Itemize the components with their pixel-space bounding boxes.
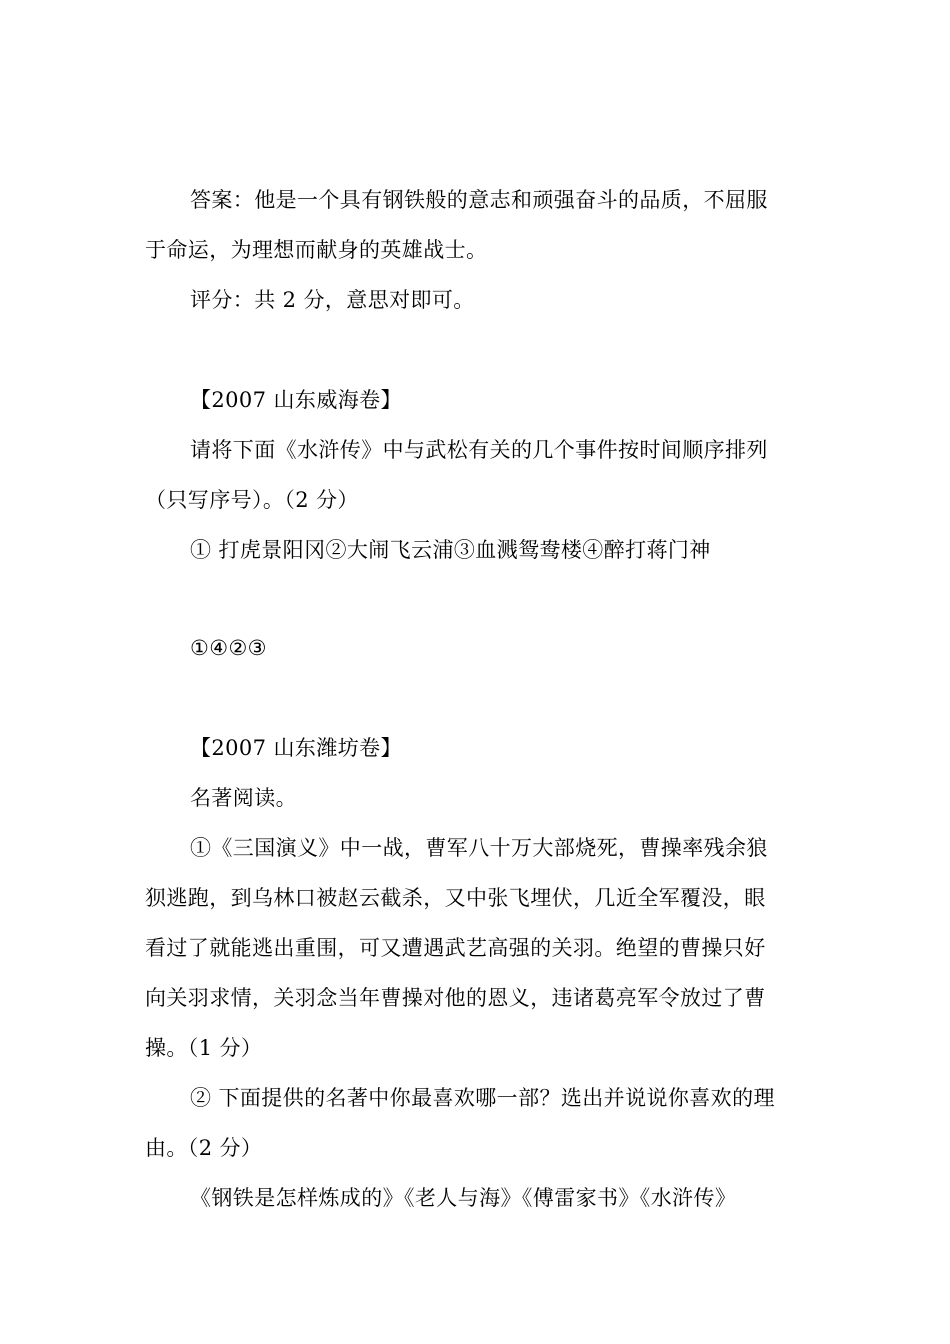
answer-line-2: 于命运，为理想而献身的英雄战士。 [145,238,488,262]
event-order-answer: ①④②③ [190,636,267,660]
section-heading-weifang: 【2007 山东潍坊卷】 [190,736,402,760]
section-heading-weihai: 【2007 山东威海卷】 [190,388,402,412]
question1-line-3: 看过了就能逃出重围，可又遭遇武艺高强的关羽。绝望的曹操只好 [145,936,766,960]
reading-intro: 名著阅读。 [190,786,297,810]
question-line-2: （只写序号）。（2 分） [145,488,359,512]
question2-line-2: 由。（2 分） [145,1136,263,1160]
question2-line-1: ② 下面提供的名著中你最喜欢哪一部？选出并说说你喜欢的理 [190,1086,775,1110]
book-list: 《钢铁是怎样炼成的》《老人与海》《傅雷家书》《水浒传》 [190,1186,737,1210]
question1-line-4: 向关羽求情，关羽念当年曹操对他的恩义，违诸葛亮军令放过了曹 [145,986,766,1010]
question-line-1: 请将下面《水浒传》中与武松有关的几个事件按时间顺序排列 [190,438,768,462]
question1-line-1: ①《三国演义》中一战，曹军八十万大部烧死，曹操率残余狼 [190,836,768,860]
answer-line-1: 答案：他是一个具有钢铁般的意志和顽强奋斗的品质，不屈服 [190,188,768,212]
event-options: ① 打虎景阳冈②大闹飞云浦③血溅鸳鸯楼④醉打蒋门神 [190,538,711,562]
question1-line-5: 操。（1 分） [145,1036,263,1060]
scoring-note: 评分：共 2 分，意思对即可。 [190,288,475,312]
question1-line-2: 狈逃跑，到乌林口被赵云截杀，又中张飞埋伏，几近全军覆没，眼 [145,886,766,910]
